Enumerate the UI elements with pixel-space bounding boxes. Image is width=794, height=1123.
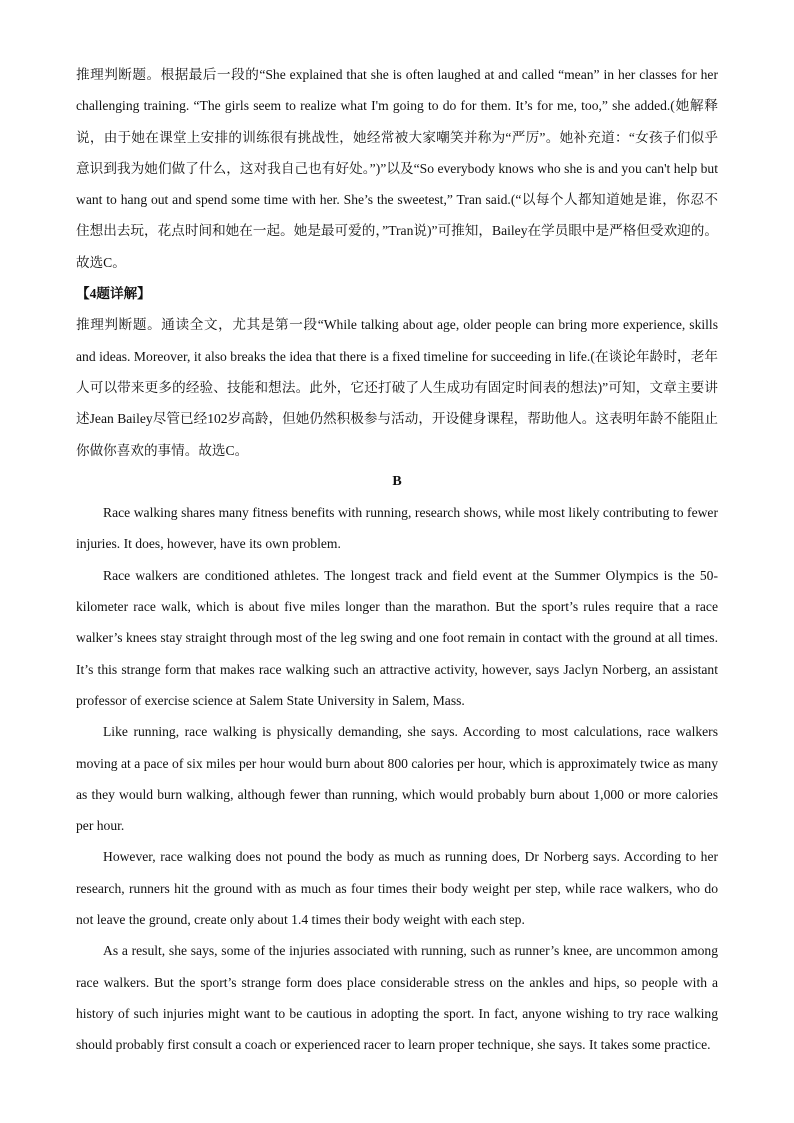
passage-section-title: B bbox=[392, 473, 402, 489]
q4-heading: 【4题详解】 bbox=[76, 286, 151, 302]
q4-analysis-paragraph: 推理判断题。通读全文，尤其是第一段“While talking about age, older people can bring more experience, skills and ideas. Moreover, it also breaks the idea that there is a fixed timeline for succeeding in life.(在谈论年龄时，老年人可以带来更多的经验、技能和想法。此外，它还打破了人生成功有固定时间表的想法)”可知，文章主要讲述Jean Bailey尽管已经102岁高龄，但她仍然积极参与活动，开设健身课程，帮助他人。这表明年龄不能阻止你做你喜欢的事情。故选C。 bbox=[76, 317, 718, 458]
passage-paragraph: Race walking shares many fitness benefits with running, research shows, while most likely contributing to fewer injuries. It does, however, have its own problem. bbox=[76, 505, 718, 552]
passage-paragraph: Like running, race walking is physically demanding, she says. According to most calculations, race walkers moving at a pace of six miles per hour would burn about 800 calories per hour, which is approximately twice as many as they would burn walking, although fewer than running, which would probably burn about 1,000 or more calories per hour. bbox=[76, 724, 718, 834]
passage-paragraph: However, race walking does not pound the body as much as running does, Dr Norberg says. According to her research, runners hit the ground with as much as four times their body weight per step, while race walkers, who do not leave the ground, create only about 1.4 times their body weight with each step. bbox=[76, 849, 718, 928]
q3-analysis-paragraph: 推理判断题。根据最后一段的“She explained that she is often laughed at and called “mean” in her classes for her challenging training. “The girls seem to realize what I'm going to do for them. It’s for me, too,” she added.(她解释说，由于她在课堂上安排的训练很有挑战性，她经常被大家嘲笑并称为“严厉”。她补充道：“女孩子们似乎意识到我为她们做了什么，这对我自己也有好处。”)”以及“So everybody knows who she is and you can't help but want to hang out and spend some time with her. She’s the sweetest,” Tran said.(“以每个人都知道她是谁，你忍不住想出去玩，花点时间和她在一起。她是最可爱的，”Tran说)”可推知，Bailey在学员眼中是严格但受欢迎的。故选C。 bbox=[76, 67, 718, 270]
document-page bbox=[76, 59, 718, 1061]
passage-paragraph: Race walkers are conditioned athletes. The longest track and field event at the Summer Olympics is the 50-kilometer race walk, which is about five miles longer than the marathon. But the sport’s rules require that a race walker’s knees stay straight through most of the leg swing and one foot remain in contact with the ground at all times. It’s this strange form that makes race walking such an attractive activity, however, says Jaclyn Norberg, an assistant professor of exercise science at Salem State University in Salem, Mass. bbox=[76, 567, 718, 708]
passage-paragraph: As a result, she says, some of the injuries associated with running, such as runner’s knee, are uncommon among race walkers. But the sport’s strange form does place considerable stress on the ankles and hips, so people with a history of such injuries might want to be cautious in adopting the sport. In fact, anyone wishing to try race walking should probably first consult a coach or experienced racer to learn proper technique, she says. It takes some practice. bbox=[76, 943, 718, 1053]
